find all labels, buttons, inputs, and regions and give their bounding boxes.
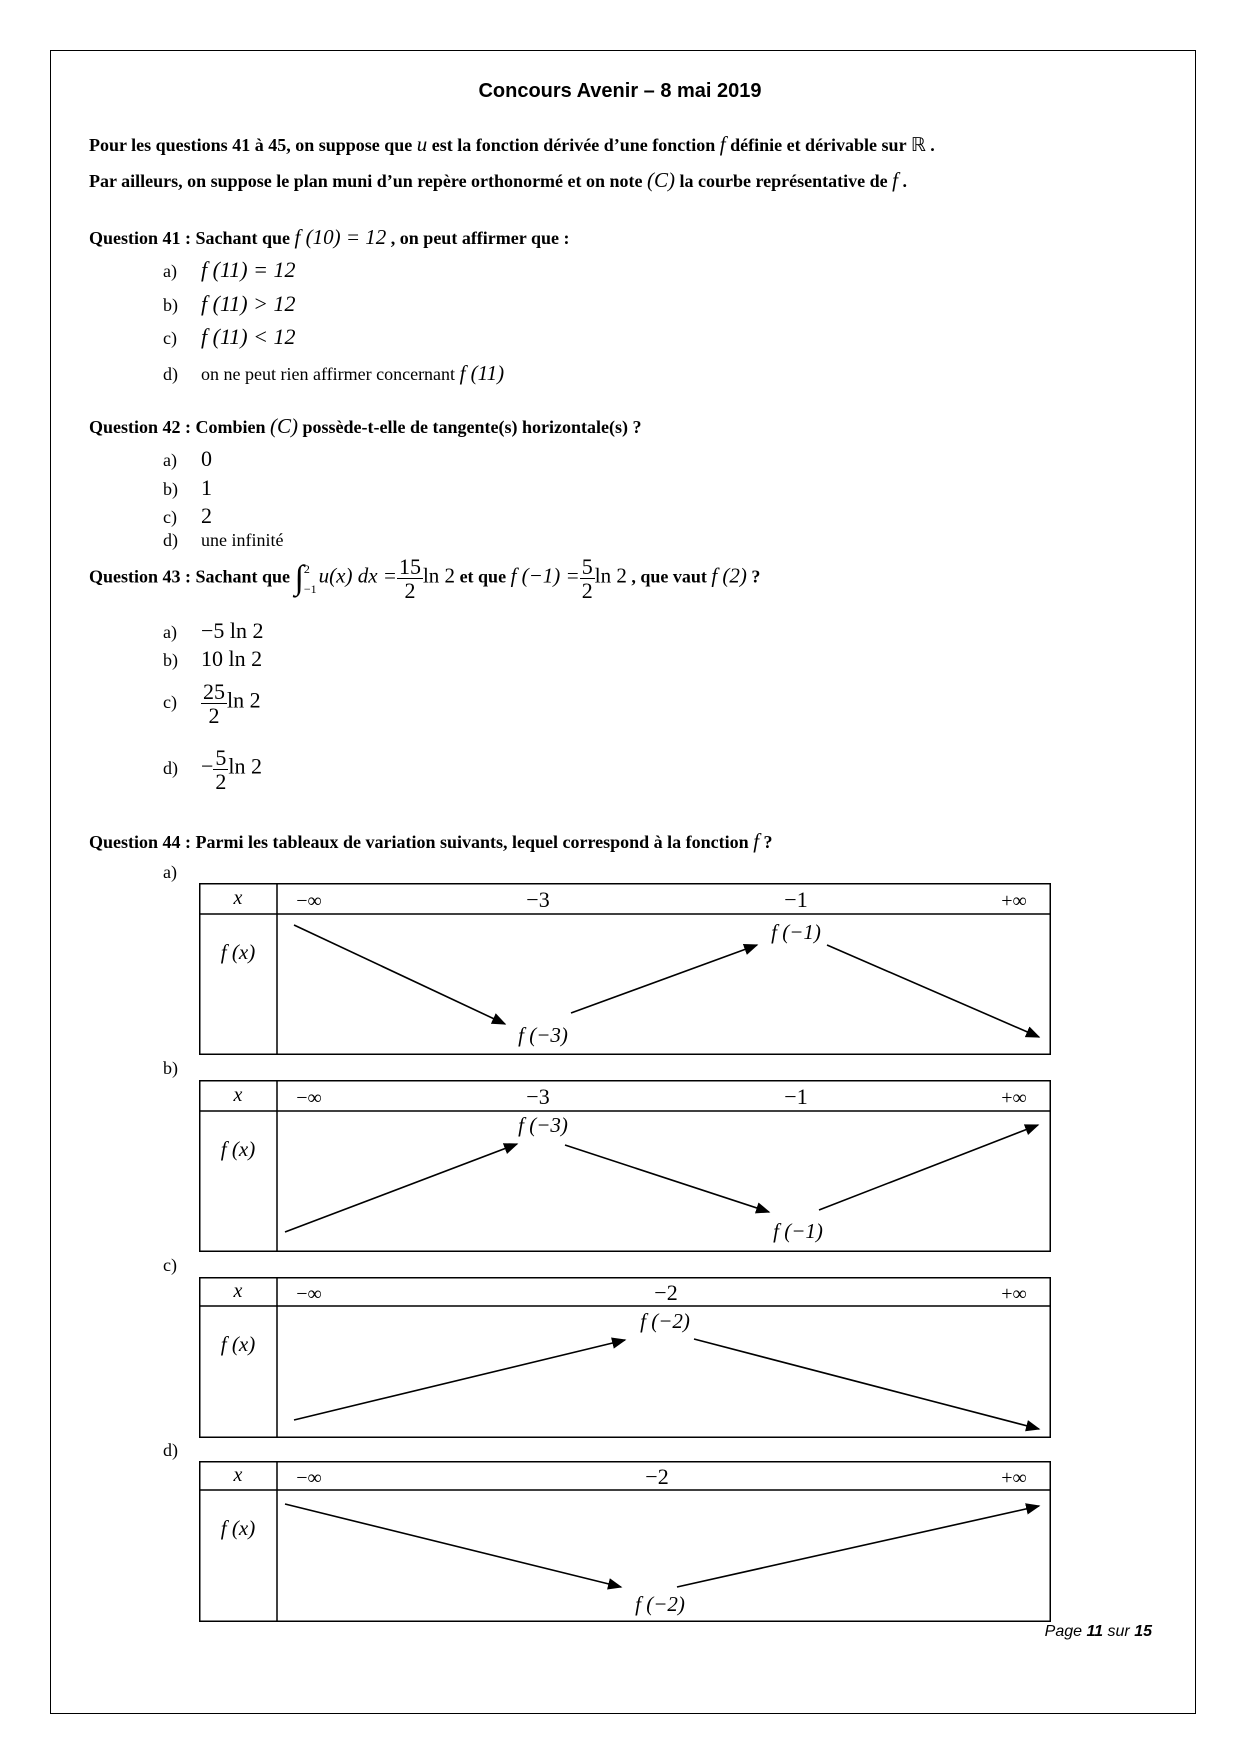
q41-option-c[interactable] [163,324,295,350]
question-text: possède-t-elle de tangente(s) horizontale(s) ? [298,417,642,437]
page-number [1045,1623,1152,1641]
option-label: c) [163,691,177,712]
option-value: 2 [201,503,212,528]
math-curve: (C) [270,414,299,438]
question-text: ? [759,832,773,852]
option-value: f (11) > 12 [201,291,296,316]
math-ln2: ln 2 [422,563,456,588]
option-label: d) [163,530,178,550]
math-f: f [719,132,726,156]
row-label-x: x [233,1084,243,1106]
row-label-fx: f (x) [220,1332,256,1356]
q43-option-d[interactable] [163,746,262,793]
q44-option-d[interactable] [163,1440,178,1461]
intro-text: Pour les questions 41 à 45, on suppose que [89,135,417,155]
option-label: d) [163,757,178,778]
intro-text: . [898,171,907,191]
q42-option-d[interactable] [163,530,283,551]
footer-text: sur [1103,1623,1135,1640]
question-text: Question 42 : Combien [89,417,271,437]
f-value: f (−3) [518,1113,568,1137]
row-label-x: x [233,887,243,909]
x-value: −2 [645,1464,669,1489]
integral-lower: −1 [303,581,317,596]
math-expression: f (−1) = [510,563,580,588]
intro-text: la courbe représentative de [675,171,893,191]
option-label: d) [163,364,178,384]
intro-text: . [925,135,935,155]
question-text: , on peut affirmer que : [386,228,570,248]
math-expression: f (10) = 12 [294,225,387,249]
x-value: −1 [784,1084,808,1109]
row-label-x: x [233,1280,243,1302]
fraction-numerator: 15 [398,554,421,579]
row-label-fx: f (x) [220,940,256,964]
option-value: f (11) = 12 [201,257,296,282]
integral-limits [304,559,317,599]
q42-option-a[interactable] [163,446,212,472]
current-page: 11 [1086,1623,1104,1640]
fraction-denominator: 2 [404,578,416,604]
x-value: +∞ [1001,1467,1027,1489]
question-42-title [89,414,641,439]
option-label: a) [163,261,177,281]
arrow-increasing [294,1340,625,1420]
intro-line-2 [89,168,907,193]
arrow-increasing [677,1506,1039,1587]
x-value: −2 [654,1280,678,1305]
option-value: ln 2 [227,687,261,713]
math-expression: f (2) [711,563,747,588]
fraction-denominator: 2 [581,578,593,604]
option-label: b) [163,1058,178,1078]
arrow-decreasing [285,1504,621,1587]
question-text: ? [746,566,761,587]
q41-option-d[interactable] [163,361,504,386]
q43-option-a[interactable] [163,618,264,644]
x-value: −∞ [296,1467,322,1489]
q43-option-c[interactable] [163,680,261,727]
f-value: f (−1) [773,1219,823,1243]
arrow-increasing [819,1125,1038,1210]
q42-option-c[interactable] [163,503,212,529]
intro-text: est la fonction dérivée d’une fonction [427,135,720,155]
option-label: a) [163,862,177,882]
f-value: f (−3) [518,1023,568,1047]
option-value: 0 [201,446,212,471]
math-reals: ℝ [910,134,926,156]
q41-option-b[interactable] [163,291,295,317]
option-value: 10 ln 2 [201,646,263,671]
x-value: −∞ [296,1087,322,1109]
variation-table-d[interactable] [199,1461,1051,1622]
f-value: f (−1) [771,920,821,944]
q44-option-a[interactable] [163,862,177,883]
option-value: 1 [201,475,212,500]
variation-table-b[interactable] [199,1080,1051,1252]
option-label: b) [163,650,178,670]
integral-sign: ∫ [294,559,304,597]
q41-option-a[interactable] [163,257,295,283]
question-43-title [89,555,760,602]
math-f: f [892,168,898,192]
question-text: , que vaut [626,566,712,587]
x-value: −1 [784,887,808,912]
fraction [580,555,595,602]
total-pages: 15 [1134,1623,1152,1640]
x-value: −3 [526,1084,550,1109]
option-label: a) [163,622,177,642]
x-value: +∞ [1001,890,1027,912]
x-value: −∞ [296,1283,322,1305]
fraction-denominator: 2 [208,703,220,729]
option-value: ln 2 [228,753,263,779]
fraction [213,746,228,793]
option-value: −5 ln 2 [201,618,264,643]
q42-option-b[interactable] [163,475,212,501]
page-header: Concours Avenir – 8 mai 2019 [478,80,762,102]
math-f: f [753,829,760,853]
variation-table-c[interactable] [199,1277,1051,1438]
option-label: b) [163,295,178,315]
question-text: Question 44 : Parmi les tableaux de variation suivants, lequel correspond à la fonction [89,832,754,852]
option-value: une infinité [201,530,284,550]
fraction-numerator: 5 [581,554,593,579]
math-curve: (C) [647,168,676,192]
option-math: f (11) [459,361,505,385]
f-value: f (−2) [635,1592,685,1616]
question-41-title [89,225,569,250]
footer-text: Page [1044,1623,1087,1640]
row-label-fx: f (x) [220,1516,256,1540]
x-value: −3 [526,887,550,912]
option-value: on ne peut rien affirmer concernant [201,364,460,384]
fraction-denominator: 2 [215,769,227,795]
question-44-title [89,829,773,854]
arrow-decreasing [294,925,505,1024]
fraction-numerator: 25 [203,679,225,704]
variation-table-a[interactable] [199,883,1051,1055]
option-label: d) [163,1440,178,1460]
arrow-decreasing [827,945,1039,1037]
x-value: −∞ [296,890,322,912]
intro-line-1 [89,132,935,157]
option-value: f (11) < 12 [201,324,296,349]
x-value: +∞ [1001,1283,1027,1305]
integral-upper: 2 [303,561,310,576]
f-value: f (−2) [640,1309,690,1333]
intro-text: Par ailleurs, on suppose le plan muni d’un repère orthonormé et on note [89,171,648,191]
q43-option-b[interactable] [163,646,262,672]
option-label: a) [163,450,177,470]
question-text: et que [455,566,511,587]
integrand: u(x) dx = [318,563,397,588]
intro-text: définie et dérivable sur [725,135,911,155]
fraction-numerator: 5 [215,745,227,770]
question-text: Question 41 : Sachant que [89,228,295,248]
row-label-x: x [233,1464,243,1486]
x-value: +∞ [1001,1087,1027,1109]
q44-option-c[interactable] [163,1255,177,1276]
math-u: u [416,132,428,156]
option-label: c) [163,328,177,348]
q44-option-b[interactable] [163,1058,178,1079]
arrow-increasing [285,1144,517,1232]
row-label-fx: f (x) [220,1137,256,1161]
arrow-decreasing [694,1339,1039,1429]
fraction [397,555,423,602]
option-label: c) [163,507,177,527]
option-label: b) [163,479,178,499]
math-ln2: ln 2 [594,563,627,588]
arrow-decreasing [565,1145,769,1212]
option-sign: − [201,753,214,779]
option-label: c) [163,1255,177,1275]
question-text: Question 43 : Sachant que [89,566,295,587]
fraction [201,680,227,727]
arrow-increasing [571,945,757,1013]
